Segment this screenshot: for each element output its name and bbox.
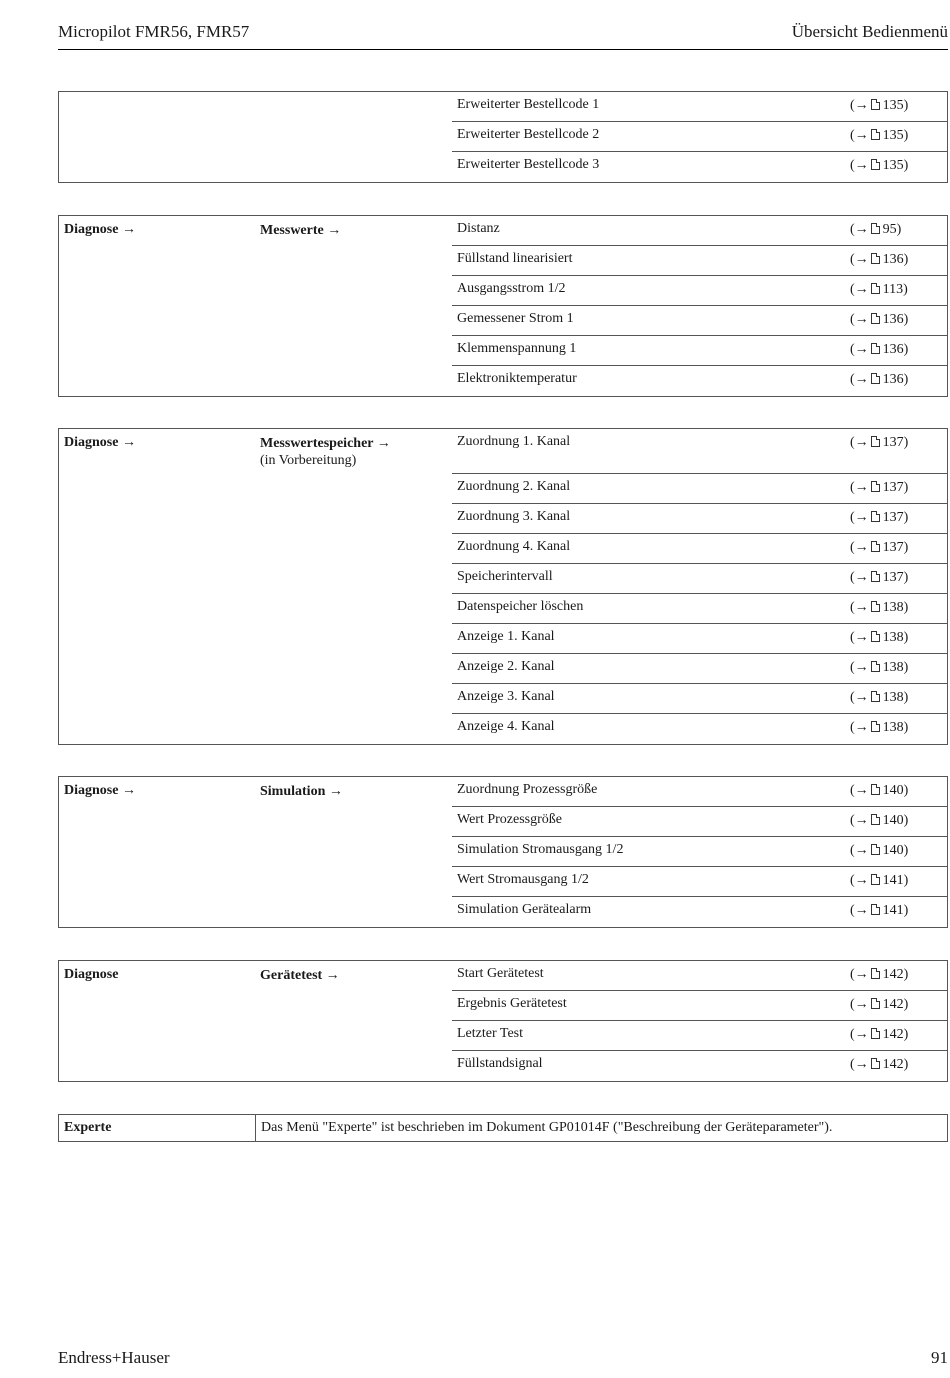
page-reference[interactable]: [850, 282, 908, 298]
page-icon: [871, 998, 880, 1009]
menu-level-2-note: (in Vorbereitung): [260, 453, 357, 468]
page-reference[interactable]: [850, 435, 908, 451]
menu-level-1: Diagnose →: [64, 783, 136, 798]
reference-suffix: ): [903, 1057, 909, 1072]
parameter-row: [452, 474, 947, 504]
page-icon: [871, 814, 880, 825]
page-reference[interactable]: [850, 1057, 908, 1073]
parameter-list: [452, 92, 947, 182]
reference-prefix: (→: [850, 570, 869, 585]
parameter-row: [452, 276, 947, 306]
parameter-row: [452, 366, 947, 396]
reference-prefix: (→: [850, 540, 869, 555]
reference-prefix: (→: [850, 690, 869, 705]
reference-prefix: (→: [850, 252, 869, 267]
parameter-name: Wert Stromausgang 1/2: [457, 872, 589, 887]
parameter-row: [452, 564, 947, 594]
page-reference[interactable]: [850, 903, 908, 919]
parameter-name: Datenspeicher löschen: [457, 599, 584, 614]
parameter-name: Anzeige 2. Kanal: [457, 659, 555, 674]
reference-prefix: (→: [850, 660, 869, 675]
page-reference[interactable]: [850, 690, 908, 706]
reference-suffix: ): [903, 660, 909, 675]
page-icon: [871, 631, 880, 642]
reference-page-number: 95: [882, 222, 897, 237]
page-reference[interactable]: [850, 843, 908, 859]
menu-level-1: Diagnose: [64, 967, 119, 982]
reference-suffix: ): [903, 98, 909, 113]
parameter-row: [452, 807, 947, 837]
menu-level-2-title: Messwertespeicher →: [260, 436, 391, 451]
parameter-name: Speicherintervall: [457, 569, 553, 584]
parameter-name: Zuordnung 2. Kanal: [457, 479, 571, 494]
page-reference[interactable]: [850, 600, 908, 616]
reference-prefix: (→: [850, 435, 869, 450]
parameter-name: Anzeige 1. Kanal: [457, 629, 555, 644]
reference-page-number: 137: [882, 435, 904, 450]
parameter-row: [452, 777, 947, 807]
page-reference[interactable]: [850, 128, 908, 144]
reference-prefix: (→: [850, 967, 869, 982]
expert-divider: [255, 1115, 256, 1141]
expert-table: [58, 1114, 948, 1142]
reference-suffix: ): [903, 312, 909, 327]
page-reference[interactable]: [850, 510, 908, 526]
reference-page-number: 137: [882, 570, 904, 585]
reference-suffix: ): [903, 158, 909, 173]
reference-page-number: 142: [882, 1057, 904, 1072]
reference-prefix: (→: [850, 1027, 869, 1042]
reference-suffix: ): [903, 843, 909, 858]
reference-page-number: 142: [882, 1027, 904, 1042]
page-reference[interactable]: [850, 222, 901, 238]
page-icon: [871, 904, 880, 915]
reference-suffix: ): [903, 540, 909, 555]
reference-prefix: (→: [850, 997, 869, 1012]
parameter-name: Start Gerätetest: [457, 966, 544, 981]
menu-level-2: [260, 222, 341, 239]
menu-table: [58, 91, 948, 183]
reference-suffix: ): [896, 222, 902, 237]
expert-label: Experte: [64, 1120, 112, 1135]
page-icon: [871, 1058, 880, 1069]
parameter-name: Ergebnis Gerätetest: [457, 996, 567, 1011]
page-icon: [871, 511, 880, 522]
page-icon: [871, 874, 880, 885]
parameter-row: [452, 1051, 947, 1081]
reference-suffix: ): [903, 570, 909, 585]
page-icon: [871, 1028, 880, 1039]
page-icon: [871, 481, 880, 492]
reference-page-number: 138: [882, 660, 904, 675]
parameter-row: [452, 867, 947, 897]
reference-page-number: 138: [882, 630, 904, 645]
parameter-row: [452, 429, 947, 474]
menu-table: [58, 776, 948, 928]
parameter-name: Simulation Gerätealarm: [457, 902, 592, 917]
parameter-row: [452, 306, 947, 336]
reference-page-number: 135: [882, 128, 904, 143]
menu-table: [58, 428, 948, 745]
page-icon: [871, 436, 880, 447]
reference-suffix: ): [903, 997, 909, 1012]
parameter-name: Erweiterter Bestellcode 2: [457, 127, 600, 142]
reference-prefix: (→: [850, 282, 869, 297]
menu-level-2: [260, 967, 340, 984]
page-reference[interactable]: [850, 342, 908, 358]
page-icon: [871, 283, 880, 294]
parameter-name: Füllstand linearisiert: [457, 251, 573, 266]
parameter-name: Zuordnung Prozessgröße: [457, 782, 598, 797]
reference-suffix: ): [903, 372, 909, 387]
reference-prefix: (→: [850, 1057, 869, 1072]
page-reference[interactable]: [850, 967, 908, 983]
parameter-name: Anzeige 3. Kanal: [457, 689, 555, 704]
parameter-row: [452, 594, 947, 624]
page-icon: [871, 784, 880, 795]
parameter-row: [452, 246, 947, 276]
expert-description: Das Menü "Experte" ist beschrieben im Dokument GP01014F ("Beschreibung der Geräteparameter").: [261, 1120, 833, 1135]
parameter-row: [452, 216, 947, 246]
reference-page-number: 136: [882, 252, 904, 267]
parameter-row: [452, 991, 947, 1021]
page-icon: [871, 661, 880, 672]
reference-suffix: ): [903, 342, 909, 357]
parameter-row: [452, 122, 947, 152]
parameter-list: [452, 429, 947, 744]
page-reference[interactable]: [850, 570, 908, 586]
page-icon: [871, 844, 880, 855]
parameter-row: [452, 961, 947, 991]
parameter-name: Simulation Stromausgang 1/2: [457, 842, 624, 857]
reference-prefix: (→: [850, 510, 869, 525]
parameter-name: Klemmenspannung 1: [457, 341, 577, 356]
parameter-name: Zuordnung 4. Kanal: [457, 539, 571, 554]
reference-page-number: 137: [882, 540, 904, 555]
reference-page-number: 136: [882, 312, 904, 327]
page-header: [58, 20, 948, 50]
parameter-name: Distanz: [457, 221, 500, 236]
reference-page-number: 137: [882, 480, 904, 495]
parameter-row: [452, 654, 947, 684]
reference-prefix: (→: [850, 720, 869, 735]
reference-suffix: ): [903, 813, 909, 828]
reference-page-number: 142: [882, 997, 904, 1012]
reference-prefix: (→: [850, 222, 869, 237]
parameter-row: [452, 897, 947, 927]
reference-suffix: ): [903, 128, 909, 143]
reference-page-number: 140: [882, 783, 904, 798]
reference-suffix: ): [903, 600, 909, 615]
page-icon: [871, 129, 880, 140]
parameter-list: [452, 777, 947, 927]
menu-level-2-title: Simulation →: [260, 784, 343, 799]
reference-prefix: (→: [850, 630, 869, 645]
reference-prefix: (→: [850, 128, 869, 143]
page-reference[interactable]: [850, 158, 908, 174]
parameter-list: [452, 216, 947, 396]
page-reference[interactable]: [850, 660, 908, 676]
reference-prefix: (→: [850, 600, 869, 615]
page-reference[interactable]: [850, 1027, 908, 1043]
parameter-row: [452, 504, 947, 534]
menu-level-2: [260, 435, 391, 469]
header-product-title: Micropilot FMR56, FMR57: [58, 22, 250, 41]
reference-prefix: (→: [850, 342, 869, 357]
reference-page-number: 113: [882, 282, 904, 297]
page-reference[interactable]: [850, 997, 908, 1013]
reference-prefix: (→: [850, 480, 869, 495]
parameter-name: Anzeige 4. Kanal: [457, 719, 555, 734]
reference-prefix: (→: [850, 372, 869, 387]
reference-page-number: 138: [882, 720, 904, 735]
reference-prefix: (→: [850, 783, 869, 798]
parameter-name: Füllstandsignal: [457, 1056, 543, 1071]
parameter-row: [452, 92, 947, 122]
reference-page-number: 135: [882, 98, 904, 113]
menu-level-2-title: Gerätetest →: [260, 968, 340, 983]
reference-suffix: ): [903, 720, 909, 735]
parameter-name: Erweiterter Bestellcode 1: [457, 97, 600, 112]
menu-table: [58, 960, 948, 1082]
menu-table: [58, 215, 948, 397]
parameter-name: Letzter Test: [457, 1026, 524, 1041]
page-reference[interactable]: [850, 630, 908, 646]
parameter-row: [452, 714, 947, 744]
header-section-title: Übersicht Bedienmenü: [791, 22, 948, 41]
page-icon: [871, 253, 880, 264]
reference-suffix: ): [903, 435, 909, 450]
reference-suffix: ): [903, 510, 909, 525]
parameter-name: Wert Prozessgröße: [457, 812, 563, 827]
parameter-name: Elektroniktemperatur: [457, 371, 577, 386]
reference-page-number: 142: [882, 967, 904, 982]
reference-prefix: (→: [850, 158, 869, 173]
reference-suffix: ): [903, 252, 909, 267]
page-reference[interactable]: [850, 312, 908, 328]
reference-suffix: ): [903, 903, 909, 918]
page-icon: [871, 159, 880, 170]
parameter-list: [452, 961, 947, 1081]
parameter-name: Zuordnung 1. Kanal: [457, 434, 571, 449]
reference-page-number: 138: [882, 690, 904, 705]
page-icon: [871, 541, 880, 552]
reference-suffix: ): [903, 967, 909, 982]
parameter-row: [452, 534, 947, 564]
reference-prefix: (→: [850, 903, 869, 918]
page-reference[interactable]: [850, 813, 908, 829]
reference-suffix: ): [903, 1027, 909, 1042]
reference-suffix: ): [903, 630, 909, 645]
page-footer: [58, 1348, 948, 1372]
page-icon: [871, 691, 880, 702]
menu-level-1: Diagnose →: [64, 435, 136, 450]
menu-level-2-title: Messwerte →: [260, 223, 342, 238]
reference-page-number: 141: [882, 873, 904, 888]
reference-suffix: ): [903, 480, 909, 495]
reference-page-number: 138: [882, 600, 904, 615]
page-reference[interactable]: [850, 98, 908, 114]
reference-prefix: (→: [850, 98, 869, 113]
footer-company: Endress+Hauser: [58, 1348, 170, 1367]
reference-prefix: (→: [850, 843, 869, 858]
page-reference[interactable]: [850, 720, 908, 736]
page-icon: [871, 373, 880, 384]
parameter-row: [452, 837, 947, 867]
reference-page-number: 135: [882, 158, 904, 173]
parameter-row: [452, 336, 947, 366]
page-icon: [871, 313, 880, 324]
page-icon: [871, 99, 880, 110]
reference-page-number: 141: [882, 903, 904, 918]
parameter-row: [452, 684, 947, 714]
menu-level-2: [260, 783, 343, 800]
page-number: 91: [931, 1348, 948, 1367]
reference-suffix: ): [903, 282, 908, 297]
reference-page-number: 140: [882, 813, 904, 828]
page-reference[interactable]: [850, 783, 908, 799]
reference-page-number: 140: [882, 843, 904, 858]
page-reference[interactable]: [850, 372, 908, 388]
parameter-row: [452, 152, 947, 182]
reference-prefix: (→: [850, 813, 869, 828]
reference-prefix: (→: [850, 873, 869, 888]
reference-suffix: ): [903, 783, 909, 798]
page-icon: [871, 571, 880, 582]
page-icon: [871, 601, 880, 612]
page-reference[interactable]: [850, 480, 908, 496]
reference-page-number: 136: [882, 372, 904, 387]
page-icon: [871, 721, 880, 732]
page-icon: [871, 343, 880, 354]
parameter-name: Gemessener Strom 1: [457, 311, 574, 326]
reference-page-number: 136: [882, 342, 904, 357]
page-reference[interactable]: [850, 540, 908, 556]
page-icon: [871, 968, 880, 979]
reference-suffix: ): [903, 690, 909, 705]
parameter-row: [452, 1021, 947, 1051]
page-icon: [871, 223, 880, 234]
parameter-name: Erweiterter Bestellcode 3: [457, 157, 600, 172]
page-reference[interactable]: [850, 252, 908, 268]
reference-suffix: ): [903, 873, 909, 888]
parameter-name: Ausgangsstrom 1/2: [457, 281, 566, 296]
parameter-row: [452, 624, 947, 654]
reference-prefix: (→: [850, 312, 869, 327]
menu-level-1: Diagnose →: [64, 222, 136, 237]
page-reference[interactable]: [850, 873, 908, 889]
reference-page-number: 137: [882, 510, 904, 525]
parameter-name: Zuordnung 3. Kanal: [457, 509, 571, 524]
